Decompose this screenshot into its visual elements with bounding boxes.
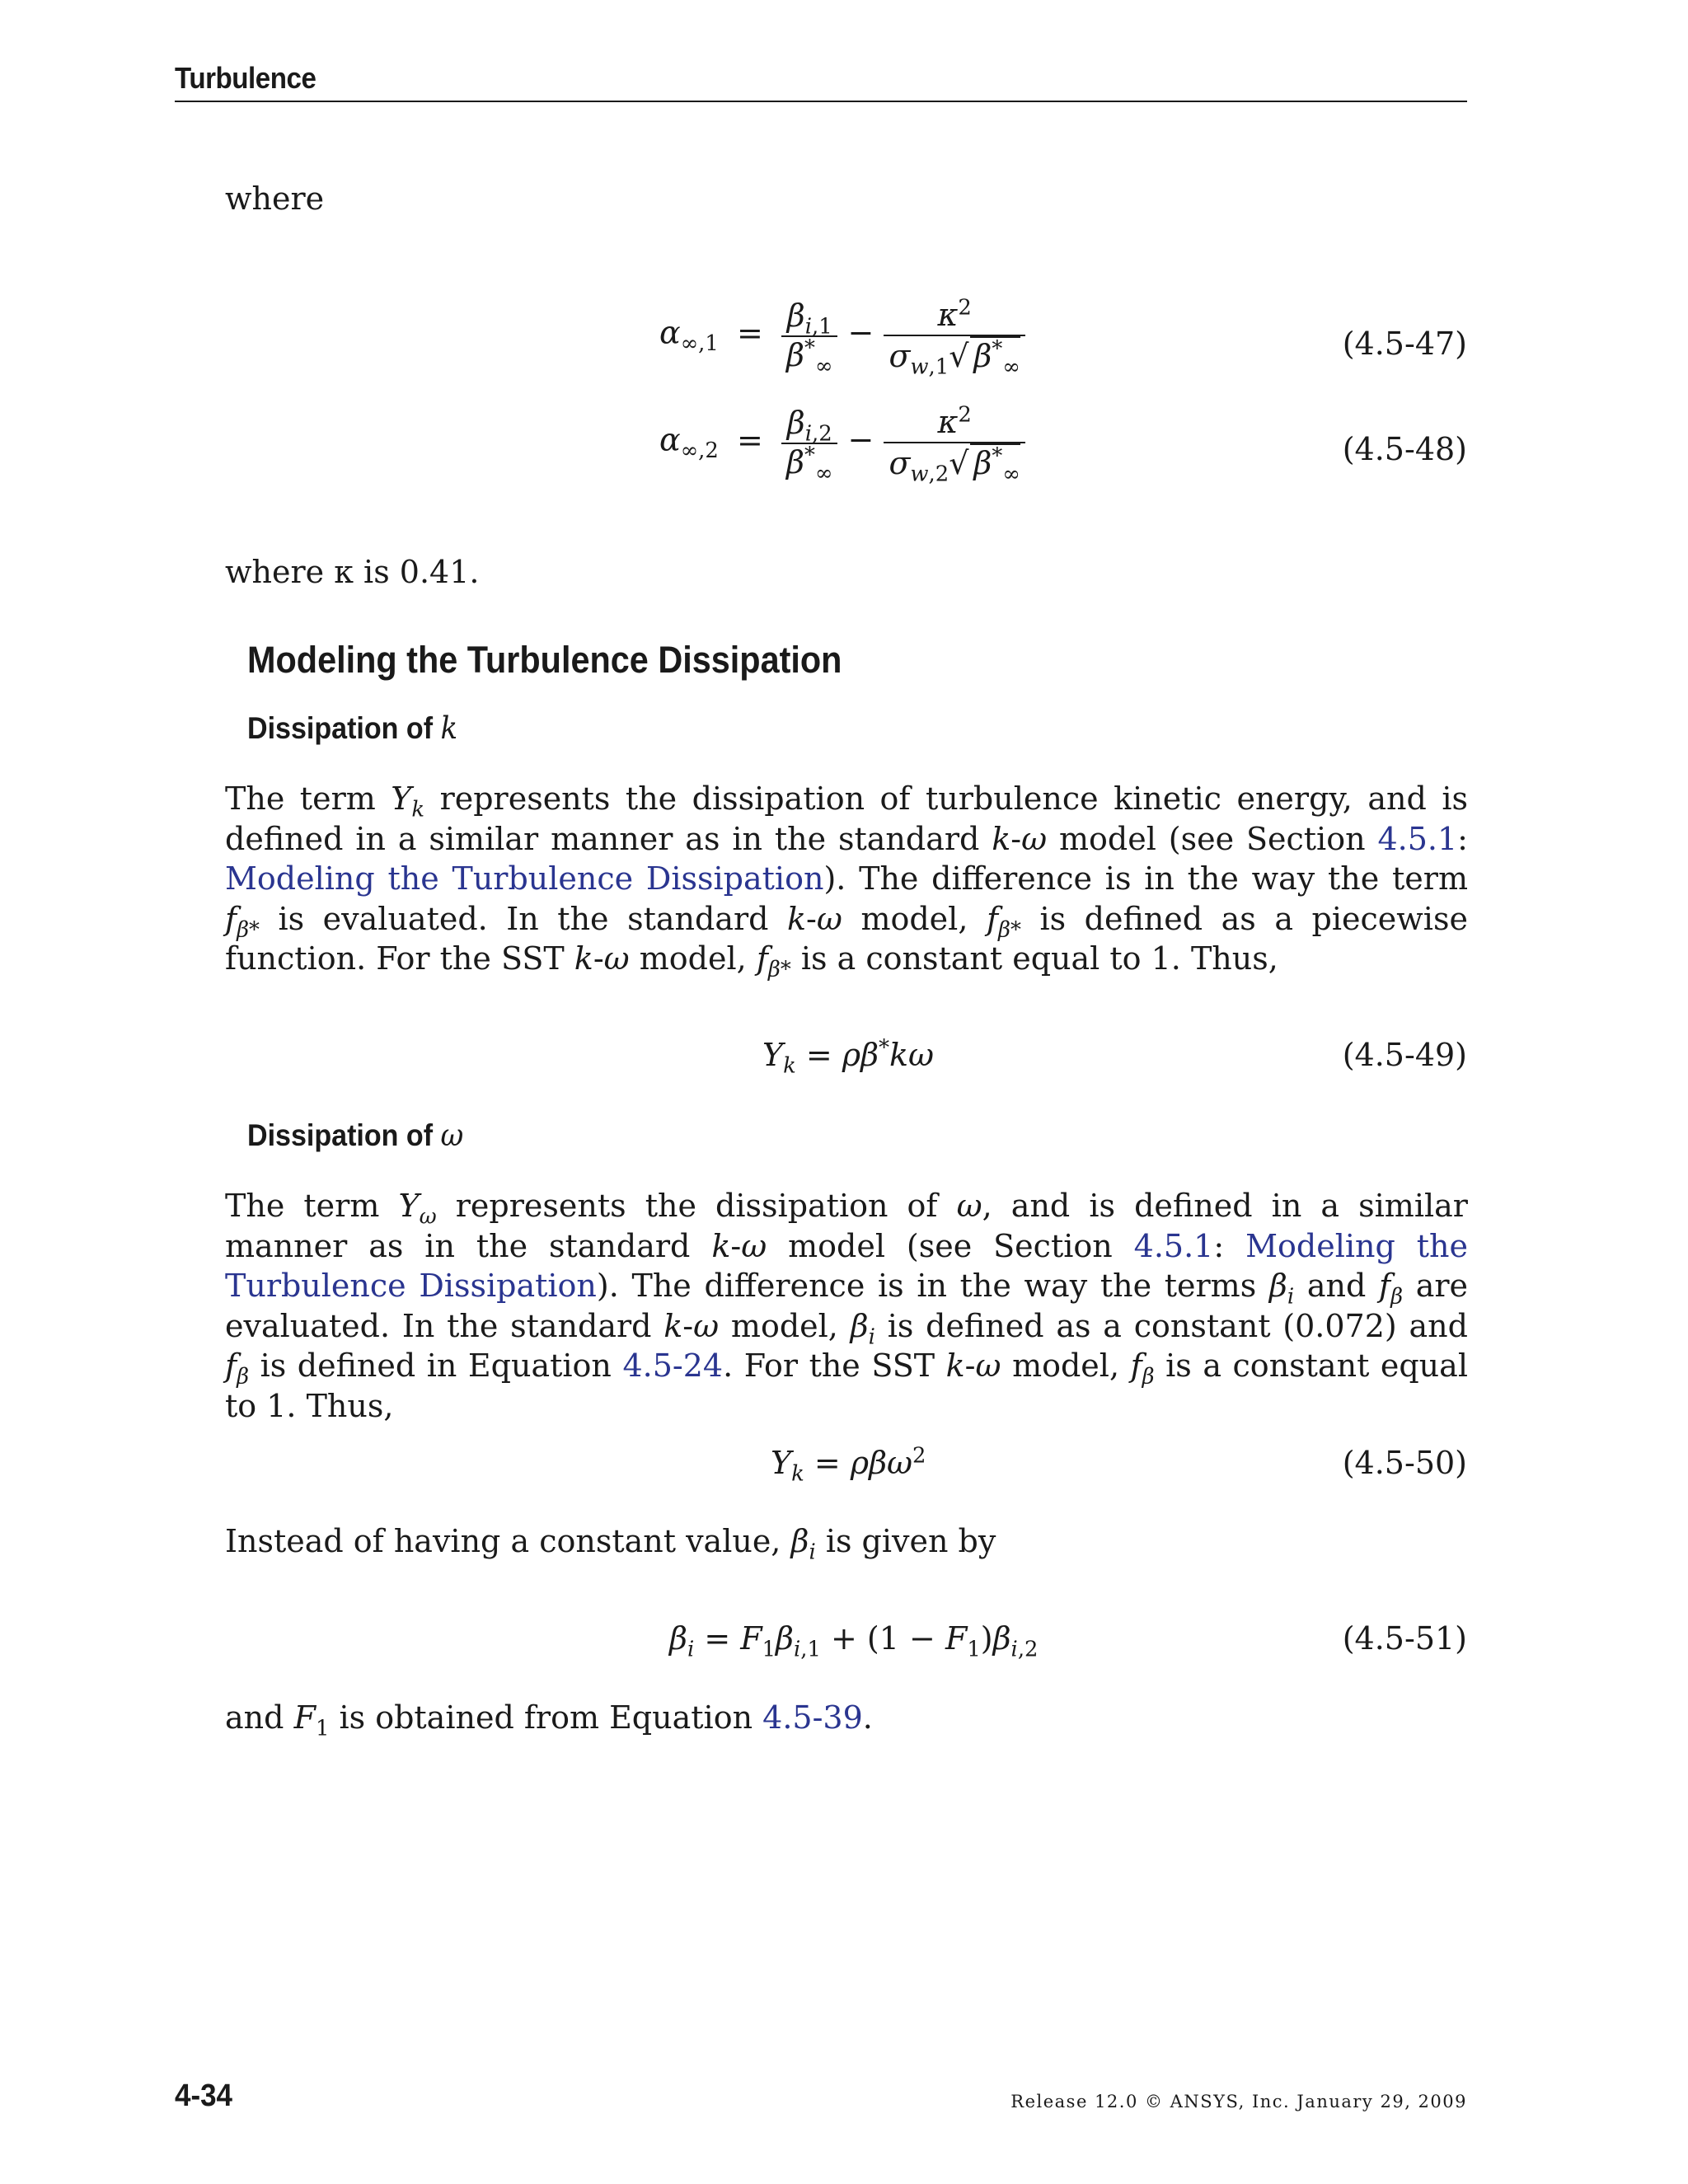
equation-4-5-51: $\beta_i = F_1\beta_{i,1} + (1 - F_1)\beta_{i,2}$ (669, 1620, 1039, 1662)
link-modeling-turbulence-dissipation-b[interactable]: Modeling the Turbulence Dissipation (225, 1227, 1468, 1304)
where-kappa-text (225, 552, 1468, 593)
paragraph-dissipation-k: The term $Y_k$ represents the dissipation of turbulence kinetic energy, and is defined in a similar manner as in the standard k-ω model (see Section 4.5.1: Modeling the Turbulence Dissipation). The difference is in the way the term $f_{\beta*}$ is evaluated. In the standard k-ω model, $f_{\beta*}$ is defined as a piecewise function. For the SST k-ω model, $f_{\beta*}$ is a constant equal to 1. Thus, (225, 780, 1469, 982)
running-header: Turbulence (175, 61, 316, 95)
link-modeling-turbulence-dissipation[interactable]: Modeling the Turbulence Dissipation (225, 860, 824, 897)
equation-4-5-49: $Y_k = \rho\beta^*k\omega$ (762, 1035, 934, 1079)
subheading-k-variable: k (440, 710, 458, 746)
subheading-omega-variable: ω (440, 1118, 464, 1153)
equation-4-5-48: $\alpha_{\infty,2}$ = $\frac{\beta_{i,2}}{\beta^*_\infty}$ − $\frac{\kappa^2}{\sigma_{w,2}√ \beta^*_\infty}$ (659, 404, 1025, 481)
link-section-4-5-1[interactable]: 4.5.1 (1377, 820, 1458, 857)
instead-text: Instead of having a constant value, $\beta_i$ is given by (225, 1523, 996, 1565)
paragraph-dissipation-omega: The term $Y_\omega$ represents the dissipation of ω, and is defined in a similar manner as in the standard k-ω model (see Section 4.5.1: Modeling the Turbulence Dissipation). The difference is in the way the terms $\beta_i$ and $f_\beta$ are evaluated. In the standard k-ω model, $\beta_i$ is defined as a constant (0.072) and $f_\beta$ is defined in Equation 4.5-24. For the SST k-ω model, $f_\beta$ is a constant equal to 1. Thus, (225, 1188, 1469, 1424)
subheading-k-label: Dissipation of (247, 711, 434, 745)
header-rule (175, 101, 1467, 102)
and-f1-text: and $F_1$ is obtained from Equation 4.5-39. (225, 1699, 873, 1741)
link-equation-4-5-39[interactable]: 4.5-39 (762, 1699, 863, 1736)
subheading-dissipation-omega (247, 1118, 463, 1153)
equation-4-5-50: $Y_k = \rho\beta\omega^2$ (771, 1443, 926, 1487)
link-equation-4-5-24[interactable]: 4.5-24 (622, 1347, 724, 1384)
equation-4-5-47: $\alpha_{\infty,1}$ = $\frac{\beta_{i,1}}{\beta^*_\infty}$ − $\frac{\kappa^2}{\sigma_{w,1}√ \beta^*_\infty}$ (659, 297, 1025, 374)
where-kappa-label: where κ is 0.41. (225, 554, 480, 590)
equation-number-51: (4.5-51) (1342, 1620, 1467, 1657)
where-text (225, 179, 1468, 219)
equation-number-47: (4.5-47) (1342, 326, 1467, 362)
equation-number-48: (4.5-48) (1342, 431, 1467, 467)
page-number: 4-34 (175, 2079, 232, 2113)
section-heading: Modeling the Turbulence Dissipation (247, 639, 842, 681)
equation-number-50: (4.5-50) (1342, 1445, 1467, 1481)
release-footer: Release 12.0 © ANSYS, Inc. January 29, 2009 (1010, 2092, 1467, 2111)
equation-number-49: (4.5-49) (1342, 1037, 1467, 1073)
subheading-omega-label: Dissipation of (247, 1118, 434, 1152)
subheading-dissipation-k (247, 710, 457, 746)
where-label: where (225, 180, 325, 217)
link-section-4-5-1-b[interactable]: 4.5.1 (1133, 1227, 1214, 1264)
